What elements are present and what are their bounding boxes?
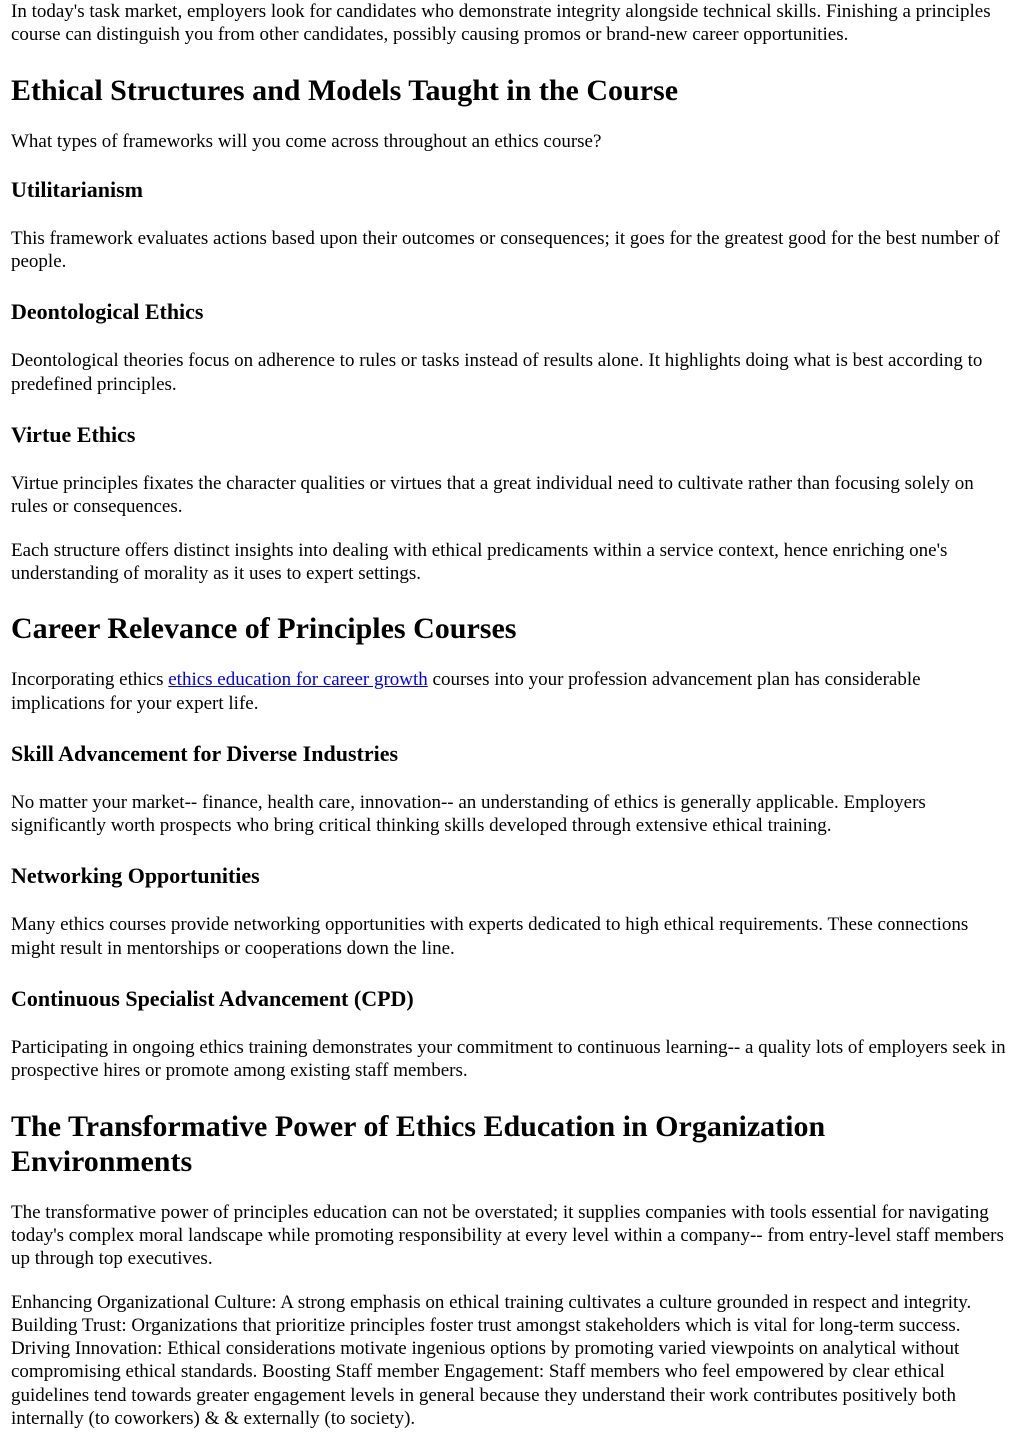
skill-heading: Skill Advancement for Diverse Industries	[11, 740, 399, 766]
deontological-text: Deontological theories focus on adherence to rules or tasks instead of results alone. It highlights doing what is best according to predefined principles.	[11, 350, 983, 395]
frameworks-lead: What types of frameworks will you come across throughout an ethics course?	[11, 130, 602, 152]
career-lead-before: Incorporating ethics	[11, 669, 169, 691]
transformative-text-2: Enhancing Organizational Culture: A strong emphasis on ethical training cultivates a culture grounded in respect and integrity. Building Trust: Organizations that prioritize principles foster trust amongst stakeholders which is vital for long-term success. Driving Innovation: Ethical considerations motivate ingenious options by promoting varied viewpoints on analytical without compromising ethical standards. Boosting Staff member Engagement: Staff members who feel empowered by clear ethical guidelines tend towards greater engagement levels in general because they understand their work contributes positively both internally (to coworkers) & & externally (to society).	[11, 1291, 972, 1430]
career-growth-link[interactable]: ethics education for career growth	[168, 669, 428, 691]
career-lead-after: courses into your profession advancement plan has considerable implications for your expert life.	[11, 669, 921, 714]
transformative-heading: The Transformative Power of Ethics Education in Organization Environments	[11, 1109, 826, 1178]
frameworks-summary: Each structure offers distinct insights into dealing with ethical predicaments within a service context, hence enriching one's understanding of morality as it uses to expert settings.	[11, 539, 948, 584]
utilitarianism-heading: Utilitarianism	[11, 176, 143, 202]
career-heading: Career Relevance of Principles Courses	[11, 612, 517, 646]
virtue-text: Virtue principles fixates the character qualities or virtues that a great individual need to cultivate rather than focusing solely on rules or consequences.	[11, 473, 974, 518]
career-lead	[11, 668, 1013, 715]
intro-paragraph: In today's task market, employers look for candidates who demonstrate integrity alongside technical skills. Finishing a principles course can distinguish you from other candidates, possibly causing promos or brand-new career opportunities.	[11, 1, 991, 46]
transformative-text-1: The transformative power of principles education can not be overstated; it supplies companies with tools essential for navigating today's complex moral landscape while promoting responsibility at every level within a company-- from entry-level staff members up through top executives.	[11, 1201, 1004, 1270]
cpd-text: Participating in ongoing ethics training demonstrates your commitment to continuous learning-- a quality lots of employers seek in prospective hires or promote among existing staff members.	[11, 1037, 1006, 1082]
virtue-heading: Virtue Ethics	[11, 422, 136, 448]
cpd-heading: Continuous Specialist Advancement (CPD)	[11, 986, 414, 1012]
utilitarianism-text: This framework evaluates actions based upon their outcomes or consequences; it goes for the greatest good for the best number of people.	[11, 227, 1000, 273]
skill-text: No matter your market-- finance, health care, innovation-- an understanding of ethics is generally applicable. Employers significantly worth prospects who bring critical thinking skills developed through extensive ethical training.	[11, 791, 926, 837]
deontological-heading: Deontological Ethics	[11, 299, 204, 325]
frameworks-heading: Ethical Structures and Models Taught in the Course	[11, 73, 679, 107]
networking-heading: Networking Opportunities	[11, 863, 260, 889]
networking-text: Many ethics courses provide networking opportunities with experts dedicated to high ethical requirements. These connections might result in mentorships or cooperations down the line.	[11, 914, 969, 959]
